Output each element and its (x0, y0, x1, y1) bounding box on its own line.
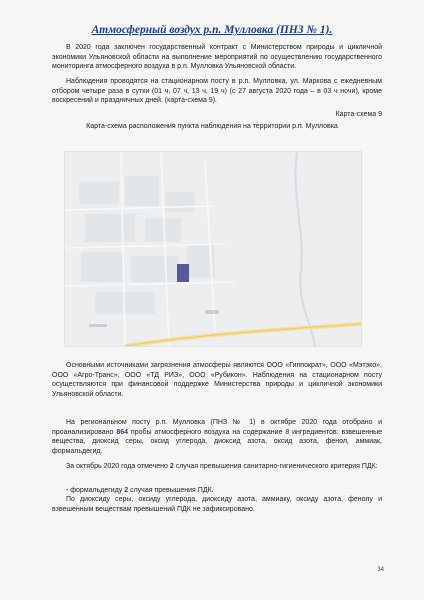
paragraph-contract: В 2020 года заключен государственный контракт с Министерством природы и цикличной экономики Ульяновской области на выполнение мероприятий по осуществлению государственного мониторинга атмосферного воздуха в р.п. Мулловка Ульяновской области. (52, 44, 382, 71)
formaldehyde-text-before: - формальдегиду (66, 487, 125, 494)
paragraph-samples (52, 418, 382, 456)
formaldehyde-text-after: случая превышения ПДК. (128, 487, 214, 494)
map-drawing (65, 152, 361, 346)
formaldehyde-count: 2 (124, 487, 129, 494)
samples-text-after: пробы атмосферного воздуха на содержание 8 ингредиентов: взвешенные вещества, диоксид серы, оксид углерода, диоксид азота, оксид азота, фенол, аммиак, формальдегид. (52, 428, 382, 455)
paragraph-exceedances (52, 462, 382, 472)
samples-count: 864 (116, 428, 129, 436)
exceedances-text-after: случая превышения санитарно-гигиенического критерия ПДК: (173, 463, 378, 470)
exceedances-count: 2 (169, 463, 174, 470)
page-number: 34 (377, 567, 384, 573)
map-caption: Карта-схема расположения пункта наблюдения на территории р.п. Мулловка (86, 123, 338, 130)
page-title: Атмосферный воздух р.п. Мулловка (ПНЗ № 1). (91, 24, 333, 36)
samples-text-before: На региональном посту р.п. Мулловка (ПНЗ № 1) в октябре 2020 года отобрано и проанализировано (52, 419, 382, 436)
exceedances-text-before: За октябрь 2020 года отмечено (66, 463, 170, 470)
map-number-caption: Карта-схема 9 (335, 111, 382, 118)
paragraph-sources: Основными источниками загрязнения атмосферы являются ООО «Гиппократ», ООО «Мэтэко», ООО «Агро-Транс», ООО «ТД РИЗ», ООО «Рубикон». Наблюдения на стационарном посту осуществляются при финансовой поддержке Министерства природы и цикличной экономики Ульяновской области. (52, 362, 382, 398)
map-image (64, 151, 362, 347)
paragraph-observations: Наблюдения проводятся на стационарном посту в р.п. Мулловка, ул. Маркова с ежедневным отбором четыре раза в сутки (01 ч, 07 ч, 13 ч, 19 ч) (с 27 августа 2020 года – в 03 ч ночи), кроме воскресений и праздничных дней. (карта-схема 9). (52, 78, 382, 105)
paragraph-no-exceedances: По диоксиду серы, оксиду углерода, диоксиду азота, аммиаку, оксиду азота, фенолу и взвешенным веществам превышений ПДК не зафиксировано. (52, 496, 382, 513)
